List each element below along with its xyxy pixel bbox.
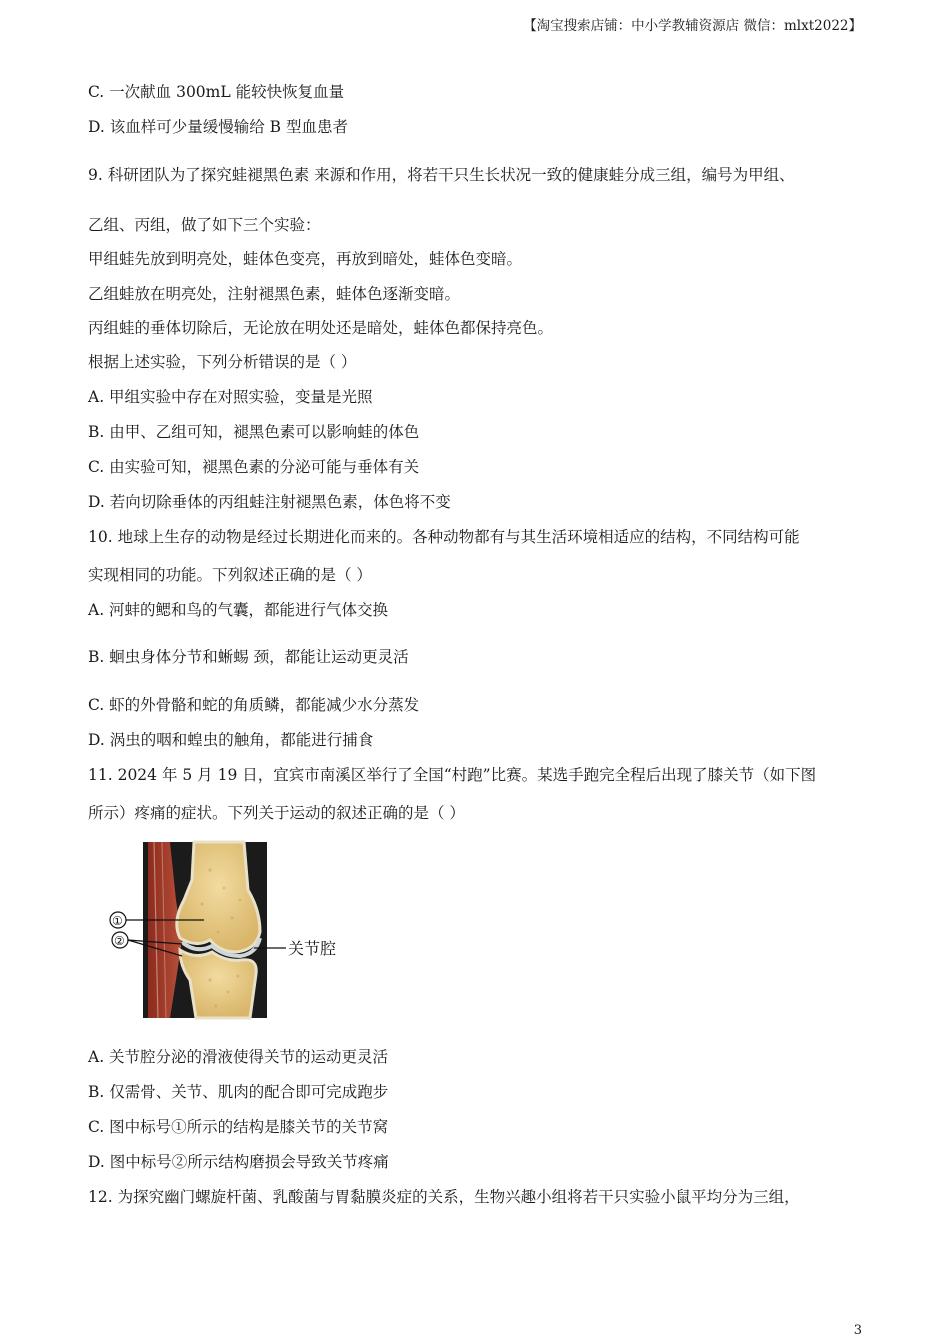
page-number: 3 — [853, 1323, 862, 1338]
header-note: 【淘宝搜索店铺：中小学教辅资源店 微信：mlxt2022】 — [523, 18, 862, 34]
q9-option-a: A. 甲组实验中存在对照实验，变量是光照 — [88, 388, 373, 406]
q8-option-c: C. 一次献血 300mL 能较快恢复血量 — [88, 83, 345, 101]
q9-option-c: C. 由实验可知，褪黑色素的分泌可能与垂体有关 — [88, 458, 420, 476]
q9-experiment-a: 甲组蛙先放到明亮处，蛙体色变亮，再放到暗处，蛙体色变暗。 — [88, 250, 523, 268]
figure-label-2: ② — [114, 934, 125, 948]
q9-question: 根据上述实验，下列分析错误的是（ ） — [88, 353, 357, 371]
q10-option-b: B. 蛔虫身体分节和蜥蜴 颈，都能让运动更灵活 — [88, 648, 409, 666]
figure-label-joint-cavity: 关节腔 — [288, 939, 337, 958]
q11-option-c: C. 图中标号①所示的结构是膝关节的关节窝 — [88, 1118, 389, 1136]
q10-stem-line1: 10. 地球上生存的动物是经过长期进化而来的。各种动物都有与其生活环境相适应的结构，不同结构可能 — [88, 528, 800, 546]
knee-joint-figure — [100, 840, 360, 1020]
q8-option-d: D. 该血样可少量缓慢输给 B 型血患者 — [88, 118, 348, 136]
q10-option-c: C. 虾的外骨骼和蛇的角质鳞，都能减少水分蒸发 — [88, 696, 420, 714]
q11-option-a: A. 关节腔分泌的滑液使得关节的运动更灵活 — [88, 1048, 389, 1066]
q11-option-b: B. 仅需骨、关节、肌肉的配合即可完成跑步 — [88, 1083, 389, 1101]
q9-option-d: D. 若向切除垂体的丙组蛙注射褪黑色素，体色将不变 — [88, 493, 451, 511]
q9-stem-line2: 乙组、丙组，做了如下三个实验： — [88, 216, 321, 234]
q9-option-b: B. 由甲、乙组可知，褪黑色素可以影响蛙的体色 — [88, 423, 420, 441]
q10-option-a: A. 河蚌的鳃和鸟的气囊，都能进行气体交换 — [88, 601, 389, 619]
figure-label-1: ① — [112, 914, 123, 928]
knee-joint-illustration — [100, 840, 360, 1020]
q9-experiment-c: 丙组蛙的垂体切除后，无论放在明处还是暗处，蛙体色都保持亮色。 — [88, 319, 554, 337]
q10-stem-line2: 实现相同的功能。下列叙述正确的是（ ） — [88, 566, 372, 584]
q11-stem-line2: 所示）疼痛的症状。下列关于运动的叙述正确的是（ ） — [88, 804, 465, 822]
q9-stem-line1: 9. 科研团队为了探究蛙褪黑色素 来源和作用，将若干只生长状况一致的健康蛙分成三组，编号为甲组、 — [88, 166, 795, 184]
q11-option-d: D. 图中标号②所示结构磨损会导致关节疼痛 — [88, 1153, 389, 1171]
q12-stem-line1: 12. 为探究幽门螺旋杆菌、乳酸菌与胃黏膜炎症的关系，生物兴趣小组将若干只实验小鼠平均分为三组， — [88, 1188, 800, 1206]
q9-experiment-b: 乙组蛙放在明亮处，注射褪黑色素，蛙体色逐渐变暗。 — [88, 285, 461, 303]
q10-option-d: D. 涡虫的咽和蝗虫的触角，都能进行捕食 — [88, 731, 374, 749]
q11-stem-line1: 11. 2024 年 5 月 19 日，宜宾市南溪区举行了全国“村跑”比赛。某选手跑完全程后出现了膝关节（如下图 — [88, 766, 817, 784]
